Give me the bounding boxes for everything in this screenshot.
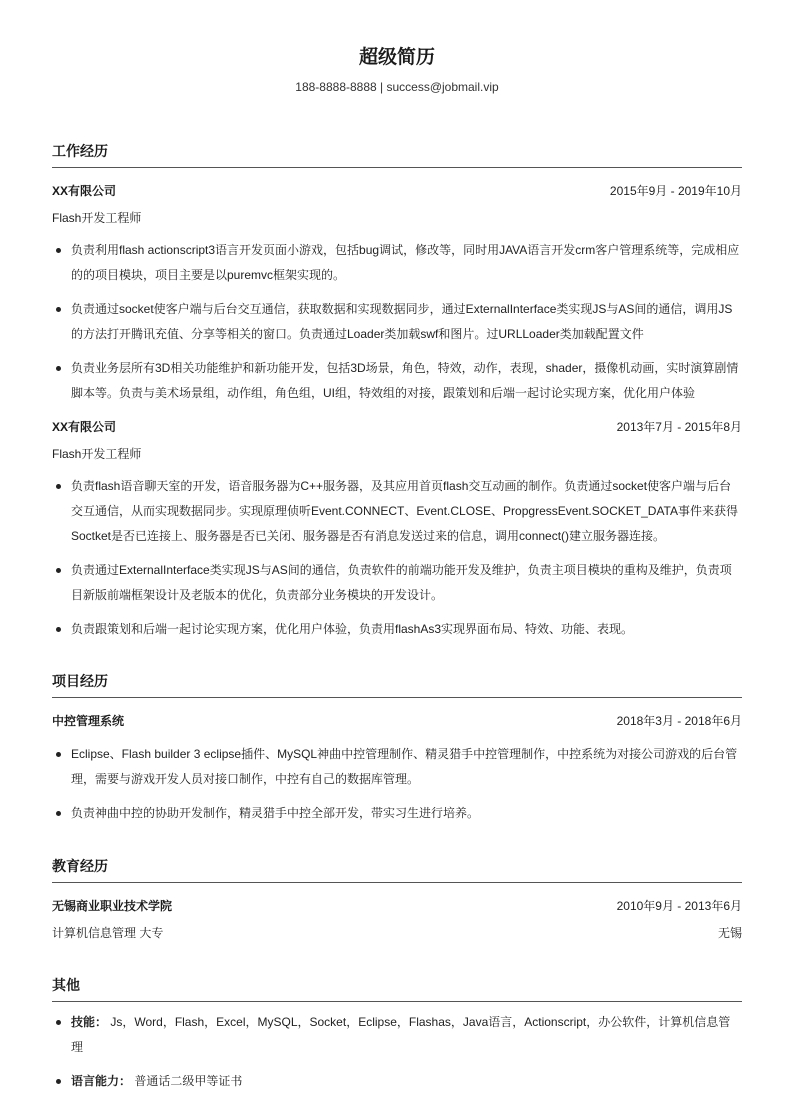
school-name: 无锡商业职业技术学院 — [52, 899, 173, 913]
section-divider — [52, 1001, 742, 1002]
education-location: 无锡 — [717, 926, 742, 940]
list-item: 负责通过ExternalInterface类实现JS与AS间的通信，负责软件的前端功能开发及维护，负责主项目模块的重构及维护，负责项目新版前端框架设计及老版本的优化，负责部分业务模块的开发设计。 — [52, 558, 742, 608]
list-item: 负责业务层所有3D相关功能维护和新功能开发，包括3D场景，角色，特效，动作，表现，shader，摄像机动画，实时演算剧情脚本等。负责与美术场景组，动作组，角色组，UI组，特效组的对接，跟策划和后端一起讨论实现方案，优化用户体验 — [52, 356, 742, 406]
work-bullets — [52, 474, 742, 642]
project-name: 中控管理系统 — [52, 714, 125, 728]
contact-info: 188-8888-8888 | success@jobmail.vip — [295, 80, 499, 94]
work-period: 2015年9月 - 2019年10月 — [609, 184, 742, 198]
list-item: 负责神曲中控的协助开发制作，精灵猎手中控全部开发，带实习生进行培养。 — [52, 801, 742, 826]
list-item: 负责通过socket使客户端与后台交互通信，获取数据和实现数据同步，通过ExternalInterface类实现JS与AS间的通信，调用JS的方法打开腾讯充值、分享等相关的窗口。负责通过Loader类加载swf和图片。过URLLoader类加载配置文件 — [52, 297, 742, 347]
education-entry-header — [52, 897, 742, 914]
major: 计算机信息管理 大专 — [52, 926, 164, 940]
list-item-skills — [52, 1010, 742, 1060]
language-label: 语言能力： — [71, 1074, 132, 1088]
section-title-education: 教育经历 — [52, 858, 108, 874]
section-title-work: 工作经历 — [52, 143, 108, 159]
work-period: 2013年7月 - 2015年8月 — [616, 420, 742, 434]
list-item-language — [52, 1069, 742, 1094]
work-bullets — [52, 238, 742, 406]
skills-text: Js，Word，Flash，Excel，MySQL，Socket，Eclipse，Flashas，Java语言，Actionscript，办公软件，计算机信息管理 — [71, 1015, 731, 1054]
job-title: Flash开发工程师 — [52, 211, 142, 225]
project-bullets — [52, 742, 742, 826]
education-period: 2010年9月 - 2013年6月 — [616, 899, 742, 913]
skills-label: 技能： — [71, 1015, 108, 1029]
project-entry-header — [52, 712, 742, 729]
resume-name: 超级简历 — [358, 47, 435, 68]
project-period: 2018年3月 - 2018年6月 — [616, 714, 742, 728]
section-divider — [52, 697, 742, 698]
list-item: 负责利用flash actionscript3语言开发页面小游戏，包括bug调试，修改等，同时用JAVA语言开发crm客户管理系统等，完成相应的的项目模块，项目主要是以puremvc框架实现的。 — [52, 238, 742, 288]
section-title-other: 其他 — [52, 977, 80, 993]
other-bullets — [52, 1010, 742, 1094]
company-name: XX有限公司 — [52, 420, 117, 434]
work-entry-header — [52, 418, 742, 435]
section-divider — [52, 167, 742, 168]
education-details — [52, 924, 742, 941]
list-item: 负责flash语音聊天室的开发，语音服务器为C++服务器，及其应用首页flash交互动画的制作。负责通过socket使客户端与后台交互通信，从而实现数据同步。实现原理侦听Event.CONNECT、Event.CLOSE、PropgressEvent.SOCKET_DATA事件来获得Soctket是否已连接上、服务器是否已关闭、服务器是否有消息发送过来的信息，调用connect()建立服务器连接。 — [52, 474, 742, 549]
job-title: Flash开发工程师 — [52, 447, 142, 461]
company-name: XX有限公司 — [52, 184, 117, 198]
section-divider — [52, 882, 742, 883]
language-text: 普通话二级甲等证书 — [134, 1074, 243, 1088]
section-title-projects: 项目经历 — [52, 673, 108, 689]
list-item: Eclipse、Flash builder 3 eclipse插件、MySQL神曲中控管理制作、精灵猎手中控管理制作，中控系统为对接公司游戏的后台管理，需要与游戏开发人员对接口制作，中控有自己的数据库管理。 — [52, 742, 742, 792]
list-item: 负责跟策划和后端一起讨论实现方案，优化用户体验，负责用flashAs3实现界面布局、特效、功能、表现。 — [52, 617, 742, 642]
work-entry-header — [52, 182, 742, 199]
